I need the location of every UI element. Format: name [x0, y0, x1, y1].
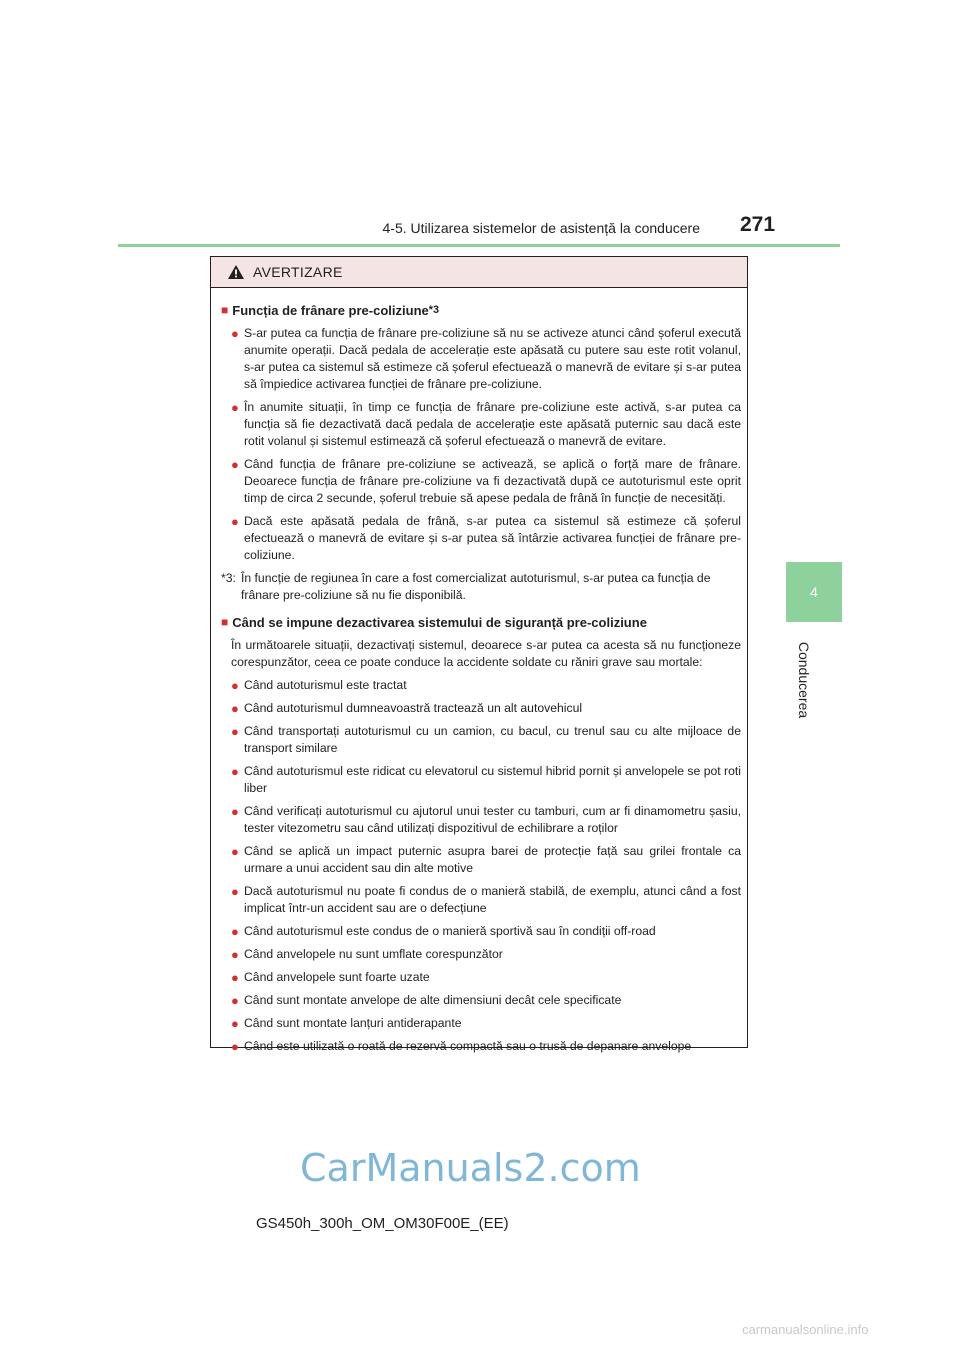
bullet-dot-icon: ●: [231, 678, 239, 693]
heading-footnote-ref: *3: [428, 304, 439, 316]
list-item-text: Când transportați autoturismul cu un camion, cu bacul, cu trenul sau cu alte mijloace de transport similare: [244, 724, 741, 755]
list-item-text: Când este utilizată o roată de rezervă compactă sau o trusă de depanare anvelope: [244, 1039, 692, 1053]
list-item: [231, 803, 741, 837]
bullet-dot-icon: ●: [231, 457, 239, 472]
header-rule: [118, 244, 840, 247]
page-number: 271: [740, 213, 776, 236]
list-item: [231, 883, 741, 917]
section-heading: [221, 614, 741, 631]
list-item-text: Când verificați autoturismul cu ajutorul unui tester cu tamburi, cum ar fi dinamometru șasiu, tester vitezometru sau când utilizați dispozitivul de echilibrare a roților: [244, 804, 741, 835]
document-code: GS450h_300h_OM_OM30F00E_(EE): [256, 1215, 509, 1232]
list-item: [231, 399, 741, 450]
section-heading: [221, 302, 741, 319]
list-item: [231, 723, 741, 757]
list-item-text: Când autoturismul este condus de o manieră sportivă sau în condiții off-road: [244, 924, 656, 938]
bullet-dot-icon: ●: [231, 804, 239, 819]
list-item-text: Dacă este apăsată pedala de frână, s-ar putea ca sistemul să estimeze că șoferul efectuează o manevră de evitare și s-ar putea să întârzie activarea funcției de frânare pre-coliziune.: [244, 514, 741, 562]
list-item: [231, 946, 741, 963]
square-bullet-icon: ■: [221, 303, 229, 317]
warning-triangle-icon: [227, 264, 245, 280]
list-item: [231, 456, 741, 507]
list-item: [231, 923, 741, 940]
bullet-dot-icon: ●: [231, 884, 239, 899]
list-item-text: Când sunt montate anvelope de alte dimensiuni decât cele specificate: [244, 993, 622, 1007]
list-item: [231, 843, 741, 877]
list-item: [231, 992, 741, 1009]
watermark-primary: CarManuals2.com: [300, 1146, 641, 1190]
footnote-mark: *3:: [221, 571, 236, 585]
bullet-dot-icon: ●: [231, 1039, 239, 1054]
list-item: [231, 325, 741, 393]
bullet-dot-icon: ●: [231, 326, 239, 341]
list-item: [231, 1015, 741, 1032]
bullet-dot-icon: ●: [231, 514, 239, 529]
bullet-dot-icon: ●: [231, 844, 239, 859]
list-item: [231, 513, 741, 564]
list-item-text: Când anvelopele nu sunt umflate corespunzător: [244, 947, 503, 961]
list-item-text: Când anvelopele sunt foarte uzate: [244, 970, 430, 984]
chapter-tab: 4: [786, 562, 842, 622]
chapter-label: Conducerea: [796, 641, 812, 719]
list-item-text: Când autoturismul dumneavoastră tractează un alt autovehicul: [244, 701, 583, 715]
list-item-text: În anumite situații, în timp ce funcția de frânare pre-coliziune este activă, s-ar putea ca funcția să fie dezactivată dacă pedala de accelerație este apăsată puternic sau dacă este rotit volanul și sistemul estimează că șoferul efectuează o manevră de evitare.: [244, 400, 741, 448]
list-item-text: Când sunt montate lanțuri antiderapante: [244, 1016, 462, 1030]
section-heading-text: Când se impune dezactivarea sistemului de siguranță pre-coliziune: [232, 615, 647, 630]
list-item-text: S-ar putea ca funcția de frânare pre-coliziune să nu se activeze atunci când șoferul execută anumite operații. Dacă pedala de accelerație este apăsată cu putere sau este rotit volanul, s-ar putea ca sistemul să estimeze că șoferul efectuează o manevră de evitare și s-ar putea să împiedice activarea funcției de frânare pre-coliziune.: [244, 326, 741, 391]
warning-box: [210, 256, 748, 1054]
list-item-text: Dacă autoturismul nu poate fi condus de o manieră stabilă, de exemplu, atunci când a fost implicat într-un accident sau are o defecțiune: [244, 884, 741, 915]
list-item-text: Când se aplică un impact puternic asupra barei de protecție față sau grilei frontale ca urmare a unui accident sau din alte motive: [244, 844, 741, 875]
bullet-dot-icon: ●: [231, 764, 239, 779]
footnote-text: În funcție de regiunea în care a fost comercializat autoturismul, s-ar putea ca funcția de frânare pre-coliziune să nu fie disponibilă.: [241, 571, 711, 602]
list-item: [231, 700, 741, 717]
bullet-dot-icon: ●: [231, 970, 239, 985]
square-bullet-icon: ■: [221, 615, 229, 629]
warning-header: [211, 257, 747, 288]
section-intro: În următoarele situații, dezactivați sistemul, deoarece s-ar putea ca acesta să nu funcționeze corespunzător, ceea ce poate conduce la accidente soldate cu răniri grave sau mortale:: [231, 638, 741, 669]
section-heading-text: Funcția de frânare pre-coliziune: [232, 303, 429, 318]
page-header-title: 4-5. Utilizarea sistemelor de asistență la conducere: [382, 220, 700, 236]
warning-body: [211, 288, 747, 1055]
bullet-dot-icon: ●: [231, 924, 239, 939]
list-item: [231, 763, 741, 797]
footnote: [221, 570, 741, 604]
bullet-dot-icon: ●: [231, 701, 239, 716]
list-item: [231, 1038, 741, 1055]
bullet-dot-icon: ●: [231, 947, 239, 962]
bullet-dot-icon: ●: [231, 724, 239, 739]
list-item-text: Când funcția de frânare pre-coliziune se activează, se aplică o forță mare de frânare. Deoarece funcția de frânare pre-coliziune va fi dezactivată după ce autoturismul este oprit timp de circa 2 secunde, șoferul trebuie să apese pedala de frână în funcție de necesități.: [244, 457, 741, 505]
warning-label: AVERTIZARE: [253, 264, 343, 280]
bullet-dot-icon: ●: [231, 400, 239, 415]
list-item-text: Când autoturismul este tractat: [244, 678, 407, 692]
list-item: [231, 677, 741, 694]
watermark-secondary: carmanualsonline.info: [742, 1322, 869, 1337]
bullet-dot-icon: ●: [231, 993, 239, 1008]
list-item-text: Când autoturismul este ridicat cu elevatorul cu sistemul hibrid pornit și anvelopele se pot roti liber: [244, 764, 741, 795]
bullet-dot-icon: ●: [231, 1016, 239, 1031]
list-item: [231, 969, 741, 986]
